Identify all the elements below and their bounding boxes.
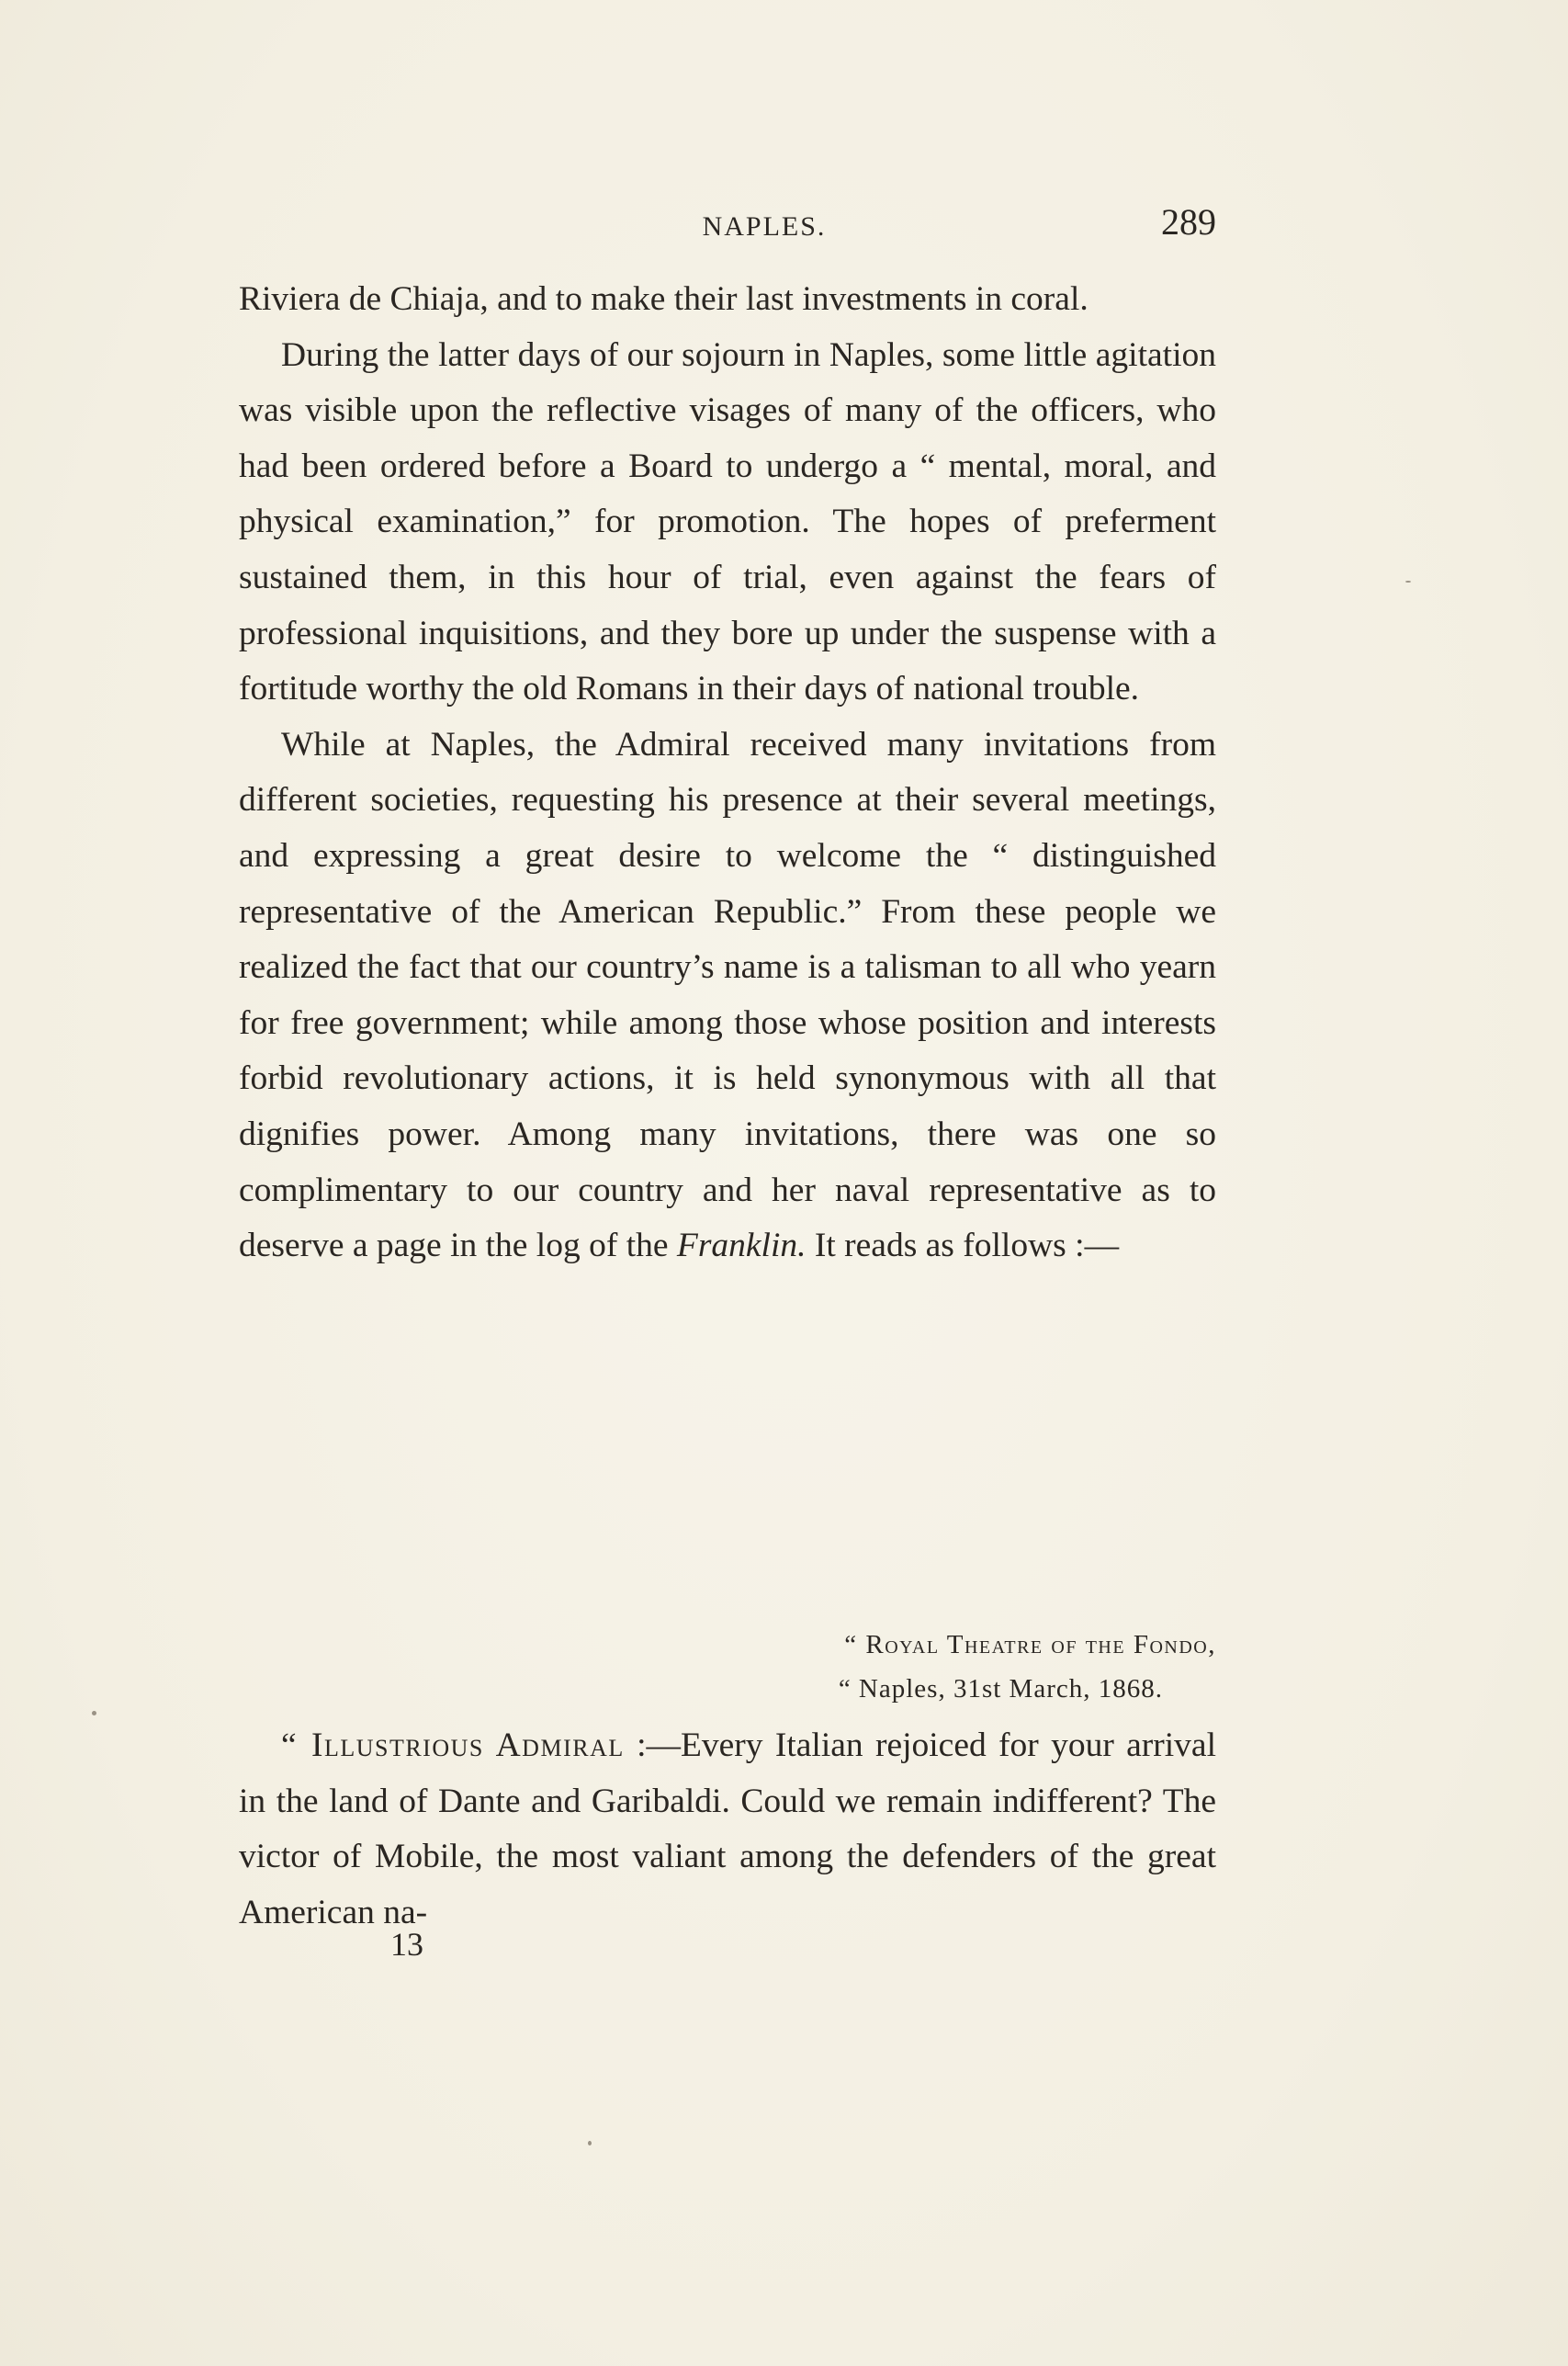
- letter-heading-line-2: “ Naples, 31st March, 1868.: [838, 1674, 1163, 1704]
- running-title: NAPLES.: [702, 211, 827, 242]
- paragraph-3-ending: It reads as follows :—: [806, 1227, 1120, 1265]
- signature-mark: 13: [390, 1926, 423, 1963]
- paper-speck: [1405, 581, 1411, 583]
- paragraph-2: During the latter days of our sojourn in Naples, some little agitation was visible upon the reflective visages of many of the officers, who had been ordered before a Board to undergo a “ mental, moral, and physical examination,” for promotion. The hopes of preferment sustained them, in this hour of trial, even against the fears of professional inquisitions, and they bore up under the suspense with a fortitude worthy the old Romans in their days of national trouble.: [239, 335, 1216, 708]
- paragraph-3-text: While at Naples, the Admiral received many invitations from different societies, requesting his presence at their several meetings, and expressing a great desire to welcome the “ distinguished representative of the American Republic.” From these people we realized the fact that our country’s name is a talisman to all who yearn for free government; while among those whose position and interests forbid revolutionary actions, it is held synonymous with all that dignifies power. Among many invitations, there was one so complimentary to our country and her naval representative as to deserve a page in the log of the: [239, 725, 1216, 1265]
- letter-paragraph: [239, 1718, 1216, 1941]
- body-text: [239, 272, 1216, 1274]
- letter-text: :—Every Italian rejoiced for your arrival in the land of Dante and Garibaldi. Could we remain indifferent? The victor of Mobile, the most valiant among the defenders of the great American na-: [239, 1726, 1216, 1931]
- letter-body: [239, 1718, 1216, 1941]
- paper-speck: [588, 2141, 592, 2145]
- letter-heading-line-1: “ Royal Theatre of the Fondo,: [844, 1630, 1216, 1659]
- paper-speck: [92, 1711, 96, 1715]
- paragraph-3: [239, 718, 1216, 1274]
- running-head: [239, 200, 1216, 255]
- paragraph-1: Riviera de Chiaja, and to make their last investments in coral.: [239, 280, 1089, 318]
- letter-salutation: “ Illustrious Admiral: [281, 1726, 625, 1764]
- ship-name: Franklin.: [676, 1227, 807, 1265]
- page-number: 289: [1161, 201, 1216, 243]
